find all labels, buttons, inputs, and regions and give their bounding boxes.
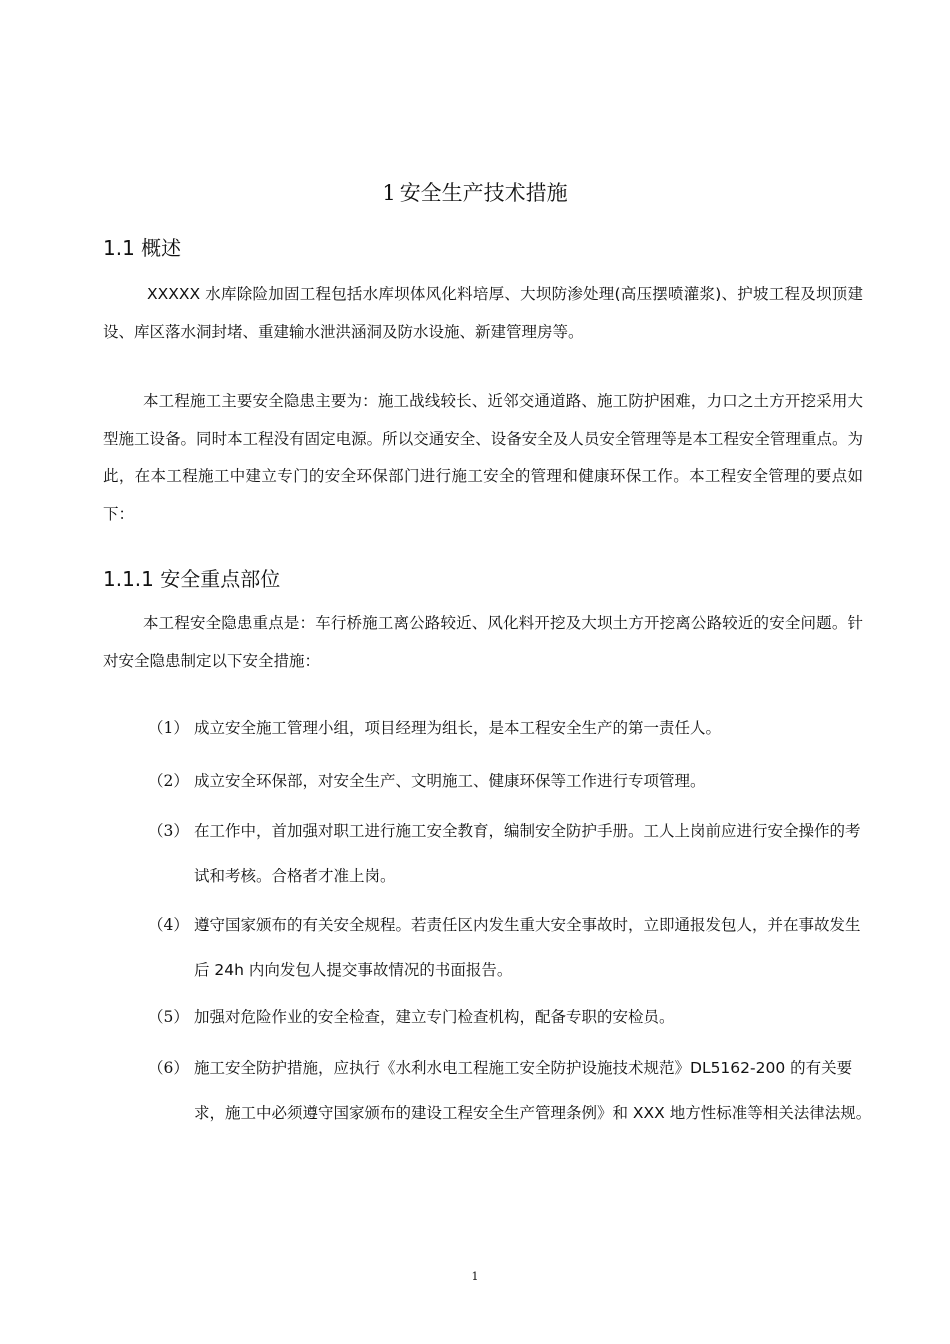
measure-text: 加强对危险作业的安全检查，建立专门检查机构，配备专职的安检员。: [194, 1008, 675, 1026]
measure-marker: （4）: [148, 916, 189, 934]
measure-text: 施工安全防护措施，应执行《水利水电工程施工安全防护设施技术规范》DL5162-200 的有关要求，施工中必须遵守国家颁布的建设工程安全生产管理条例》和 XXX 地方性标准等相关法律法规。: [194, 1059, 872, 1122]
paragraph-project-scope: XXXXX 水库除险加固工程包括水库坝体风化料培厚、大坝防渗处理(高压摆喷灌浆)、护坡工程及坝顶建设、库区落水洞封堵、重建输水泄洪涵洞及防水设施、新建管理房等。: [103, 285, 863, 341]
measure-marker: （2）: [148, 772, 189, 790]
title-number: 1: [382, 181, 396, 205]
measure-item-2: [148, 759, 868, 804]
measure-marker: （3）: [148, 822, 189, 840]
measure-text: 成立安全施工管理小组，项目经理为组长，是本工程安全生产的第一责任人。: [194, 719, 722, 737]
paragraph-hazards: 本工程施工主要安全隐患主要为：施工战线较长、近邻交通道路、施工防护困难，力口之土方开挖采用大型施工设备。同时本工程没有固定电源。所以交通安全、设备安全及人员安全管理等是本工程安全管理重点。为此，在本工程施工中建立专门的安全环保部门进行施工安全的管理和健康环保工作。本工程安全管理的要点如下：: [103, 392, 863, 523]
measure-marker: （1）: [148, 719, 189, 737]
title-text: 安全生产技术措施: [399, 181, 568, 205]
measure-item-5: [148, 995, 868, 1040]
measure-item-4: [148, 903, 868, 993]
paragraph-key-hazards: 本工程安全隐患重点是：车行桥施工离公路较近、风化料开挖及大坝土方开挖离公路较近的安全问题。针对安全隐患制定以下安全措施：: [103, 614, 863, 670]
measure-item-3: [148, 809, 868, 899]
measure-text: 在工作中，首加强对职工进行施工安全教育，编制安全防护手册。工人上岗前应进行安全操作的考试和考核。合格者才准上岗。: [194, 822, 861, 885]
measure-marker: （5）: [148, 1008, 189, 1026]
heading-overview: 1.1 概述: [103, 236, 182, 260]
measure-text: 成立安全环保部，对安全生产、文明施工、健康环保等工作进行专项管理。: [194, 772, 706, 790]
heading-key-locations: 1.1.1 安全重点部位: [103, 567, 281, 591]
measure-text: 遵守国家颁布的有关安全规程。若责任区内发生重大安全事故时，立即通报发包人，并在事故发生后 24h 内向发包人提交事故情况的书面报告。: [194, 916, 861, 979]
measure-marker: （6）: [148, 1059, 189, 1077]
measure-item-6: [148, 1046, 872, 1136]
page-number: 1: [471, 1270, 479, 1283]
page-title: [0, 178, 950, 208]
measure-item-1: [148, 706, 868, 751]
